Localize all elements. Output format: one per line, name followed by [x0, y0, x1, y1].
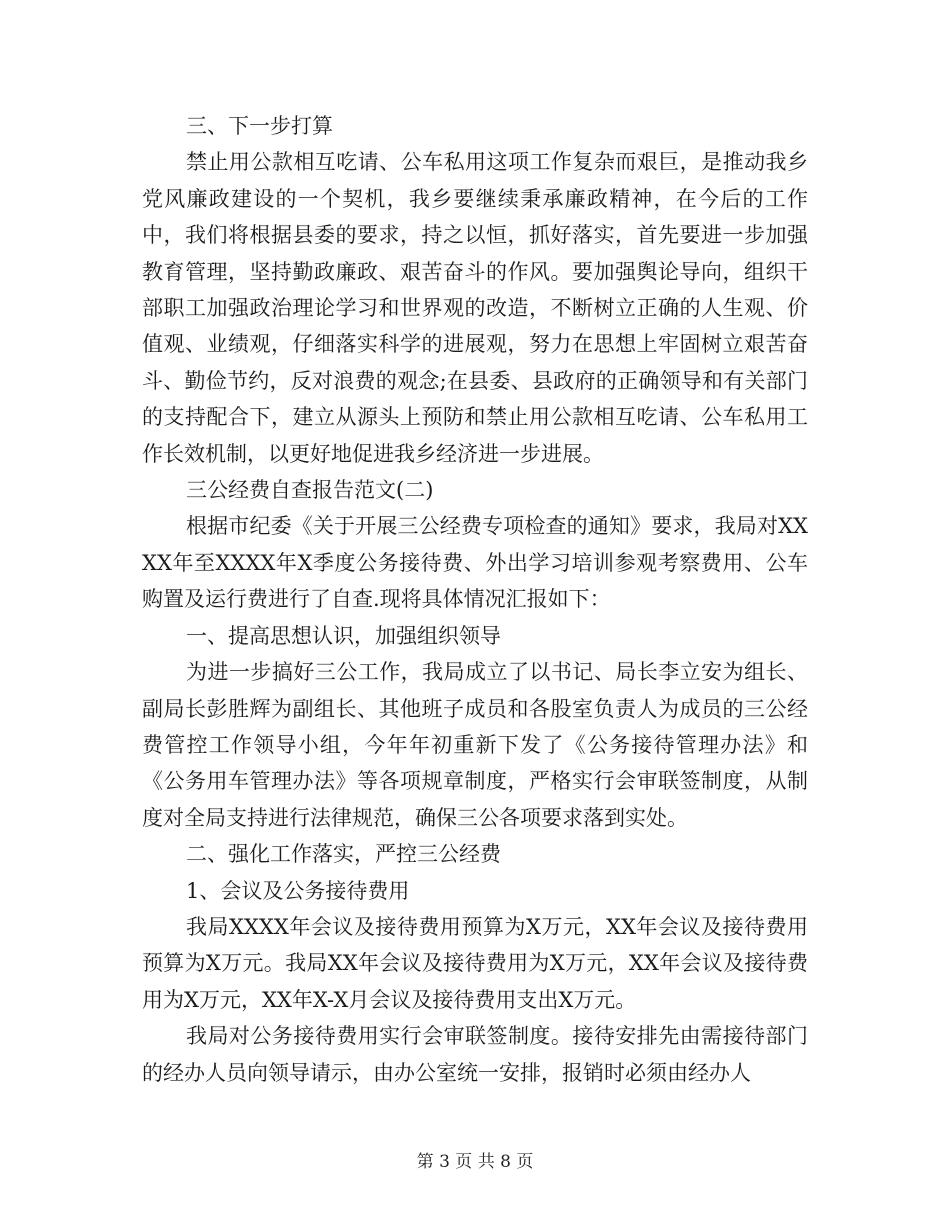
- report-title: 三公经费自查报告范文(二): [186, 478, 434, 503]
- subsection-heading: 1、会议及公务接待费用: [186, 878, 410, 903]
- document-body: [142, 108, 808, 1091]
- page-number-footer: 第 3 页 共 8 页: [416, 1152, 534, 1172]
- paragraph-body: 为进一步搞好三公工作，我局成立了以书记、局长李立安为组长、副局长彭胜辉为副组长、其他班子成员和各股室负责人为成员的三公经费管控工作领导小组，今年年初重新下发了《公务接待管理办法》和《公务用车管理办法》等各项规章制度，严格实行会审联签制度，从制度对全局支持进行法律规范，确保三公各项要求落到实处。: [142, 660, 808, 830]
- section-heading: 二、强化工作落实，严控三公经费: [186, 842, 501, 867]
- section-heading: 一、提高思想认识，加强组织领导: [186, 623, 501, 648]
- paragraph-body: 我局对公务接待费用实行会审联签制度。接待安排先由需接待部门的经办人员向领导请示，由办公室统一安排，报销时必须由经办人: [142, 1024, 808, 1085]
- paragraph-body: 根据市纪委《关于开展三公经费专项检查的通知》要求，我局对XXXX年至XXXX年X季度公务接待费、外出学习培训参观考察费用、公车购置及运行费进行了自查.现将具体情况汇报如下：: [142, 514, 808, 612]
- paragraph-body: 我局XXXX年会议及接待费用预算为X万元，XX年会议及接待费用预算为X万元。我局XX年会议及接待费用为X万元，XX年会议及接待费用为X万元，XX年X-X月会议及接待费用支出X万元。: [142, 914, 808, 1012]
- paragraph-body: 禁止用公款相互吃请、公车私用这项工作复杂而艰巨，是推动我乡党风廉政建设的一个契机，我乡要继续秉承廉政精神，在今后的工作中，我们将根据县委的要求，持之以恒，抓好落实，首先要进一步加强教育管理，坚持勤政廉政、艰苦奋斗的作风。要加强舆论导向，组织干部职工加强政治理论学习和世界观的改造，不断树立正确的人生观、价值观、业绩观，仔细落实科学的进展观，努力在思想上牢固树立艰苦奋斗、勤俭节约，反对浪费的观念;在县委、县政府的正确领导和有关部门的支持配合下，建立从源头上预防和禁止用公款相互吃请、公车私用工作长效机制，以更好地促进我乡经济进一步进展。: [142, 150, 808, 466]
- section-heading-next-steps: 三、下一步打算: [186, 114, 333, 138]
